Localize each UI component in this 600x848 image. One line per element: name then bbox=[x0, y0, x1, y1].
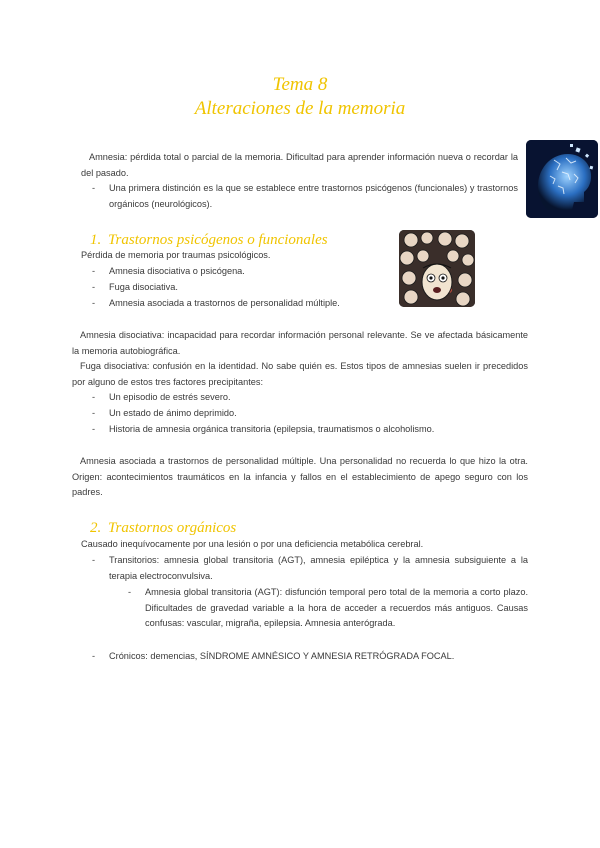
dash-marker: - bbox=[92, 282, 96, 292]
section2-number: 2. bbox=[90, 520, 102, 536]
dash-marker: - bbox=[92, 651, 96, 661]
head-puzzle-image bbox=[526, 140, 598, 218]
transitorios-item bbox=[92, 553, 528, 584]
title-line-1: Tema 8 bbox=[272, 74, 328, 95]
dash-marker: - bbox=[92, 424, 96, 434]
transitorios-text: Transitorios: amnesia global transitoria (AGT), amnesia epiléptica y la amnesia subsiguiente a la terapia electroconvulsiva. bbox=[109, 555, 528, 581]
section1-heading-text: Trastornos psicógenos o funcionales bbox=[108, 232, 328, 248]
agt-item bbox=[128, 585, 528, 632]
factor-item bbox=[92, 406, 519, 422]
paragraph-personalidad-multiple: Amnesia asociada a trastornos de personalidad múltiple. Una personalidad no recuerda lo que hizo la otra. Origen: acontecimientos traumáticos en la infancia y fallos en el establecimiento de apego seguro con los padres. bbox=[72, 456, 528, 497]
section1-item-text: Fuga disociativa. bbox=[109, 282, 178, 292]
dash-marker: - bbox=[92, 298, 96, 308]
factor-item bbox=[92, 390, 519, 406]
intro-bullet-text: Una primera distinción es la que se establece entre trastornos psicógenos (funcionales) y trastornos orgánicos (neurológicos). bbox=[109, 183, 518, 209]
section2-heading-text: Trastornos orgánicos bbox=[108, 520, 237, 536]
factor-item-text: Un episodio de estrés severo. bbox=[109, 392, 231, 402]
section1-item-text: Amnesia disociativa o psicógena. bbox=[109, 266, 245, 276]
dash-marker: - bbox=[92, 266, 96, 276]
section1-item bbox=[92, 280, 389, 296]
section2-lead: Causado inequívocamente por una lesión o por una deficiencia metabólica cerebral. bbox=[81, 539, 424, 549]
paragraph-amnesia-disociativa: Amnesia disociativa: incapacidad para recordar información personal relevante. Se ve afectada básicamente la memoria autobiográfica. bbox=[72, 330, 528, 356]
section1-item bbox=[92, 296, 394, 312]
section1-lead: Pérdida de memoria por traumas psicológicos. bbox=[81, 250, 271, 260]
dash-marker: - bbox=[92, 408, 96, 418]
dash-marker: - bbox=[128, 587, 132, 597]
paragraph-fuga-disociativa: Fuga disociativa: confusión en la identidad. No sabe quién es. Estos tipos de amnesias suelen ir precedidos por alguno de estos tres factores precipitantes: bbox=[72, 361, 528, 387]
intro-paragraph: Amnesia: pérdida total o parcial de la memoria. Dificultad para aprender información nueva o recordar la del pasado. bbox=[81, 152, 518, 178]
dash-marker: - bbox=[92, 555, 96, 565]
section1-number: 1. bbox=[90, 232, 102, 248]
agt-text: Amnesia global transitoria (AGT): disfunción temporal pero total de la memoria a corto plazo. Dificultades de gravedad variable a la hora de acceder a recuerdos más antiguos. Causas confusas: vascular, migraña, epilepsia. Amnesia anterógrada. bbox=[145, 587, 528, 628]
factor-item-text: Un estado de ánimo deprimido. bbox=[109, 408, 237, 418]
title-line-2: Alteraciones de la memoria bbox=[194, 98, 406, 119]
section1-item bbox=[92, 264, 389, 280]
factor-item bbox=[92, 422, 519, 438]
cronicos-text: Crónicos: demencias, SÍNDROME AMNÉSICO Y AMNESIA RETRÓGRADA FOCAL. bbox=[109, 651, 455, 661]
section2-heading bbox=[90, 519, 236, 537]
section1-heading bbox=[90, 231, 328, 249]
intro-bullet bbox=[92, 181, 518, 212]
dash-marker: - bbox=[92, 392, 96, 402]
section1-item-text: Amnesia asociada a trastornos de personalidad múltiple. bbox=[109, 298, 340, 308]
factor-item-text: Historia de amnesia orgánica transitoria (epilepsia, traumatismos o alcoholismo. bbox=[109, 424, 435, 434]
crowd-faces-image bbox=[399, 230, 475, 307]
dash-marker: - bbox=[92, 183, 96, 193]
cronicos-item bbox=[92, 649, 528, 665]
